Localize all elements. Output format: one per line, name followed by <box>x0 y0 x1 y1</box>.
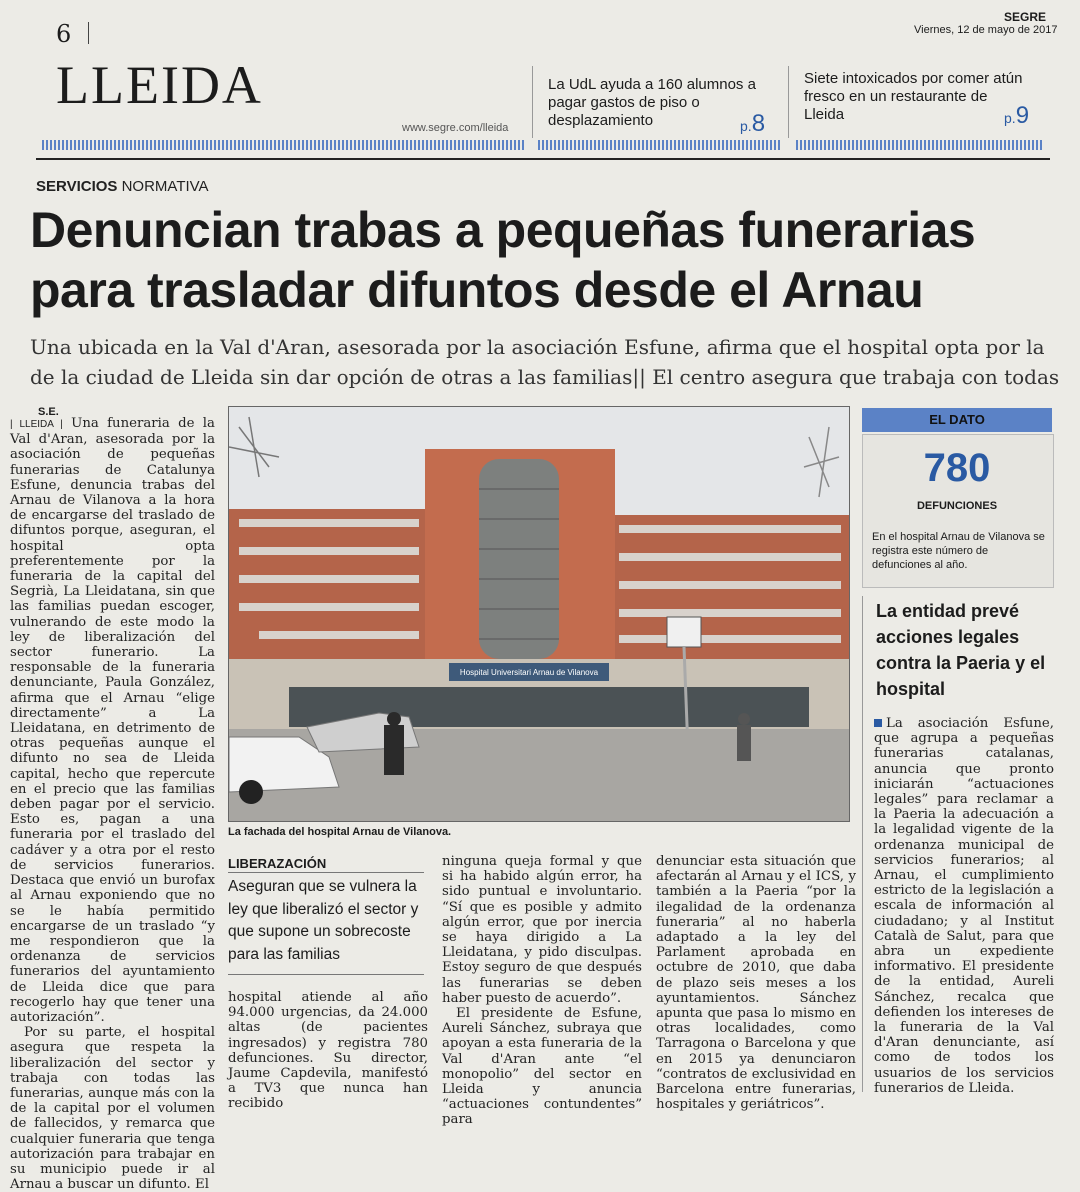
body-column-1 <box>10 416 215 1192</box>
dato-header: EL DATO <box>862 408 1052 432</box>
masthead-divider <box>788 66 789 138</box>
website-link[interactable]: www.segre.com/lleida <box>402 122 509 134</box>
bullet-square-icon <box>874 719 882 727</box>
photo-caption: La fachada del hospital Arnau de Vilanova. <box>228 826 452 838</box>
sidebar-quote: Aseguran que se vulnera la ley que liberalizó el sector y que supone un sobrecoste para las familias <box>228 878 419 963</box>
masthead-divider <box>532 66 533 138</box>
sidebar-rule <box>228 974 424 975</box>
dato-label: DEFUNCIONES <box>916 500 998 512</box>
dato-number: 780 <box>923 446 991 490</box>
side-text: La asociación Esfune, que agrupa a pequeñas funerarias catalanas, anuncia que pronto iniciarán “actuaciones legales” para reclamar a la Paeria la adecuación a la legalidad vigente de la ordenanza municipal de servicios funerarios; al Arnau, el cumplimiento estricto de la legislación a escala de información al ciudadano; y al Institut Català de Salut, para que abra un expediente informativo. El presidente de la entidad, Aureli Sánchez, recalca que defienden los intereses de la funeraria de la Val d'Aran denunciante, así como de todos los usuarios de los servicios funerarios de Lleida. <box>874 716 1054 1096</box>
location-tag: | LLEIDA | <box>10 419 63 430</box>
masthead-stripe <box>42 140 524 150</box>
teaser-page-ref: p.8 <box>740 110 766 137</box>
author-byline: S.E. <box>38 406 59 418</box>
sidebar-label: LIBERAZACIÓN <box>228 856 327 871</box>
hospital-sign: Hospital Universitari Arnau de Vilanova <box>459 668 599 677</box>
page-number-divider <box>88 22 89 44</box>
body-column-3 <box>442 854 642 1128</box>
article-kicker: SERVICIOS NORMATIVA <box>36 178 209 195</box>
body-column-2: hospital atiende al año 94.000 urgencias, da 24.000 altas (de pacientes ingresados) y registra 780 defunciones. Su director, Jaume Capdevila, manifestó a TV3 que nunca han recibido <box>228 990 428 1112</box>
body-paragraph: Por su parte, el hospital asegura que respeta la liberalización del sector y trabaja con todas las funerarias, aunque más con la de la capital por el volumen de fallecidos, y remarca que cualquier funeraria que tenga autorización para trabajar en su municipio puede ir al Arnau a buscar un difunto. El <box>10 1025 215 1192</box>
teaser-udl[interactable]: La UdL ayuda a 160 alumnos a pagar gastos de piso o desplazamiento <box>548 76 756 129</box>
masthead-rule <box>36 158 1050 160</box>
hospital-photo <box>228 406 850 822</box>
side-divider <box>862 596 863 1092</box>
dato-text: En el hospital Arnau de Vilanova se registra este número de defunciones al año. <box>872 531 1045 571</box>
masthead-stripe <box>538 140 782 150</box>
page-number: 6 <box>56 20 72 48</box>
sidebar-rule <box>228 872 424 873</box>
body-column-4: denunciar esta situación que afectarán al Arnau y el ICS, y también a la Paeria “por la ilegalidad de la ordenanza funeraria” al no haberla adaptado a la ley del Parlament aprobada en octubre de 2010, que daba de plazo seis meses a los ayuntamientos. Sánchez apunta que pasa lo mismo en otras localidades, como Tarragona o Barcelona y que en 2015 ya denunciaron “contratos de exclusividad en Barcelona entre funerarias, hospitales y geriátricos”. <box>656 854 856 1113</box>
body-paragraph: Una funeraria de la Val d'Aran, asesorada por la asociación de pequeñas funerarias de Catalunya Esfune, denuncia trabas del Arnau de Vilanova a la hora de encargarse del traslado de difuntos porque, aseguran, el hospital opta preferentemente por la funeraria de la capital del Segrià, La Lleidatana, sin que las familias puedan escoger, vulnerando de este modo la ley de liberalización del sector funerario. La responsable de la funeraria denunciante, Paula González, afirma que el Arnau “elige directamente” a La Lleidatana, en detrimento de otras pequeñas aunque el difunto no sea de Lleida capital, hecho que repercute en el precio que las familias deben pagar por el servicio. Esto es, pagan a una funeraria por el traslado del cadáver y a otra por el resto de servicios funerarios. Destaca que envió un burofax al Arnau exponiendo que no se le había permitido encargarse de un traslado “y me respondieron que la ordenanza de servicios funerarios del ayuntamiento de Lleida dice que para recogerlo hay que tener una autorización”. <box>10 416 215 1025</box>
masthead-stripe <box>796 140 1042 150</box>
body-paragraph: El presidente de Esfune, Aureli Sánchez, subraya que apoyan a esta funeraria de la Val d'Aran ante “el monopolio” del sector en Lleida y anuncia “actuaciones contundentes” para <box>442 1006 642 1128</box>
teaser-intoxicados[interactable]: Siete intoxicados por comer atún fresco en un restaurante de Lleida <box>804 70 1023 123</box>
teaser-page-ref: p.9 <box>1004 102 1030 129</box>
article-headline: Denuncian trabas a pequeñas funerarias para trasladar difuntos desde el Arnau <box>30 202 976 318</box>
newspaper-brand: SEGRE <box>1004 10 1047 24</box>
body-paragraph: ninguna queja formal y que si ha habido algún error, ha sido puntual e involuntario. “Sí que es posible y admito algún error, que por inercia se haya dirigido a La Lleidatana, y pido disculpas. Estoy seguro de que después las funerarias se deben haber puesto de acuerdo”. <box>442 854 642 1006</box>
issue-date: Viernes, 12 de mayo de 2017 <box>914 24 1058 36</box>
side-headline: La entidad prevé acciones legales contra la Paeria y el hospital <box>876 601 1046 699</box>
article-subheadline: Una ubicada en la Val d'Aran, asesorada por la asociación Esfune, afirma que el hospital opta por la de la ciudad de Lleida sin dar opción de otras a las familias|| El centro asegura que trabaja con todas <box>30 335 1060 389</box>
section-title: LLEIDA <box>56 55 263 115</box>
